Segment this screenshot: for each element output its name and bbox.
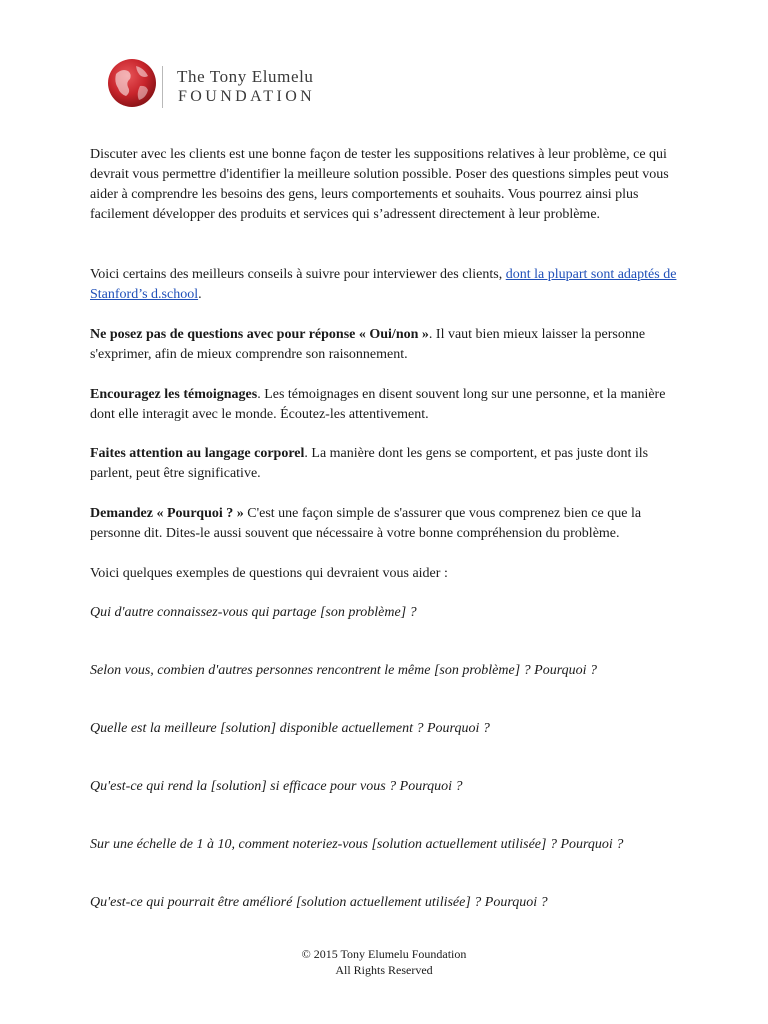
example-question: Quelle est la meilleure [solution] disponible actuellement ? Pourquoi ? xyxy=(90,721,490,736)
tip-text: . Les témoignages en disent souvent long sur une personne, et la manière dont elle interagit avec le monde. Écoutez-les attentivement. xyxy=(90,387,666,422)
questions-intro: Voici quelques exemples de questions qui devraient vous aider : xyxy=(90,566,448,581)
tip-paragraph xyxy=(90,504,690,544)
tip-paragraph xyxy=(90,444,690,484)
footer-copyright: © 2015 Tony Elumelu Foundation xyxy=(301,947,467,961)
intro-suffix: . xyxy=(198,287,202,302)
tip-paragraph xyxy=(90,385,690,425)
example-question: Selon vous, combien d'autres personnes rencontrent le même [son problème] ? Pourquoi ? xyxy=(90,663,598,678)
intro-paragraph-2 xyxy=(90,265,690,305)
logo-divider xyxy=(162,66,163,108)
example-question: Qu'est-ce qui pourrait être amélioré [solution actuellement utilisée] ? Pourquoi ? xyxy=(90,895,548,910)
logo-title: The Tony Elumelu xyxy=(177,67,314,86)
intro-text: Voici certains des meilleurs conseils à suivre pour interviewer des clients, xyxy=(90,267,506,282)
intro-paragraph: Discuter avec les clients est une bonne façon de tester les suppositions relatives à leur problème, ce qui devrait vous permettre d'identifier la meilleure solution possible. Poser des questions simples peut vous aider à comprendre les besoins des gens, leurs comportements et souhaits. Vous pourrez ainsi plus facilement développer des produits et services qui s’adressent directement à leur problème. xyxy=(90,147,669,222)
tip-text: . La manière dont les gens se comportent, et pas juste dont ils parlent, peut être significative. xyxy=(90,446,649,481)
tip-paragraph xyxy=(90,325,690,365)
example-question: Qui d'autre connaissez-vous qui partage [son problème] ? xyxy=(90,605,417,620)
tip-heading: Ne posez pas de questions avec pour réponse « Oui/non » xyxy=(90,327,429,342)
tip-text: C'est une façon simple de s'assurer que vous comprenez bien ce que la personne dit. Dites-le aussi souvent que nécessaire à votre bonne compréhension du problème. xyxy=(90,506,642,541)
globe-icon xyxy=(106,56,158,110)
tip-heading: Encouragez les témoignages xyxy=(90,387,258,402)
tip-heading: Faites attention au langage corporel xyxy=(90,446,305,461)
logo-subtitle: FOUNDATION xyxy=(178,88,316,105)
tip-heading: Demandez « Pourquoi ? » xyxy=(90,506,244,521)
tip-text: . Il vaut bien mieux laisser la personne s'exprimer, afin de mieux comprendre son raisonnement. xyxy=(90,327,646,362)
example-question: Qu'est-ce qui rend la [solution] si efficace pour vous ? Pourquoi ? xyxy=(90,779,463,794)
stanford-dschool-link[interactable]: dont la plupart sont adaptés de Stanford’s d.school xyxy=(90,267,677,302)
footer-rights: All Rights Reserved xyxy=(335,963,433,977)
example-question: Sur une échelle de 1 à 10, comment noteriez-vous [solution actuellement utilisée] ? Pourquoi ? xyxy=(90,837,624,852)
